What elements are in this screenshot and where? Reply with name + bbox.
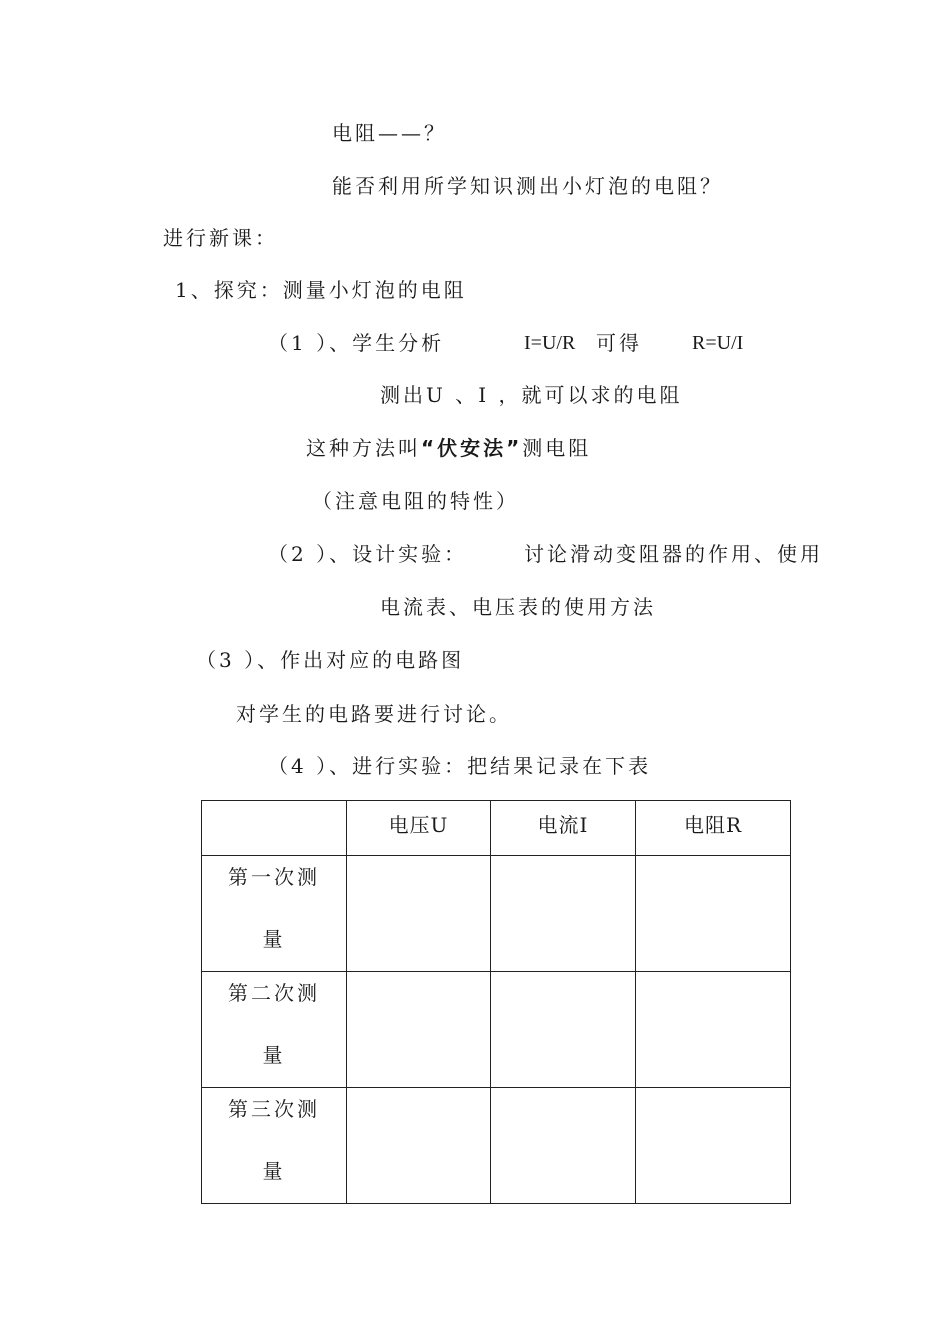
text-line-step3: （3 ）、作出对应的电路图 <box>196 648 465 672</box>
row-label-cell <box>202 1088 347 1204</box>
table-header-cell <box>491 801 636 856</box>
text-line-step2 <box>268 541 823 567</box>
method-voltammetry: “伏安法” <box>421 436 523 460</box>
table-cell-resistance <box>636 1088 791 1204</box>
text-line-lamp-question: 能否利用所学知识测出小灯泡的电阻？ <box>332 174 723 198</box>
header-current: 电流I <box>537 813 589 837</box>
row-label-cell <box>202 856 347 972</box>
row-label-line2: 量 <box>262 1043 286 1067</box>
table-header-cell <box>347 801 491 856</box>
row-label-line1: 第一次测 <box>228 865 320 889</box>
table-header-cell <box>636 801 791 856</box>
step1-conclusion-word: 可得 <box>596 331 642 355</box>
section-heading-new-lesson: 进行新课： <box>163 226 278 250</box>
table-cell-current <box>491 1088 636 1204</box>
table-header-row <box>202 801 791 856</box>
header-resistance: 电阻R <box>683 813 743 837</box>
table-row <box>202 972 791 1088</box>
text-line-method-name <box>306 435 591 461</box>
text-line-step1 <box>268 330 744 356</box>
table-cell-current <box>491 972 636 1088</box>
method-suffix: 测电阻 <box>522 436 592 460</box>
table-cell-current <box>491 856 636 972</box>
row-label-line1: 第二次测 <box>228 981 320 1005</box>
step2-content: 讨论滑动变阻器的作用、使用 <box>524 542 823 566</box>
table-cell-voltage <box>347 1088 491 1204</box>
results-table <box>201 800 791 1204</box>
text-line-note: （注意电阻的特性） <box>312 489 519 513</box>
method-prefix: 这种方法叫 <box>306 436 421 460</box>
table-row <box>202 856 791 972</box>
table-cell-voltage <box>347 856 491 972</box>
table-header-cell <box>202 801 347 856</box>
text-line-step4: （4 ）、进行实验：把结果记录在下表 <box>268 754 652 778</box>
row-label-line2: 量 <box>262 1159 286 1183</box>
text-line-measure-ui: 测出U 、I ，就可以求的电阻 <box>380 383 683 407</box>
table-row <box>202 1088 791 1204</box>
text-line-meter-usage: 电流表、电压表的使用方法 <box>380 595 656 619</box>
table-cell-voltage <box>347 972 491 1088</box>
step2-label: （2 ）、设计实验： <box>268 542 468 566</box>
text-line-explore-heading: 1、探究：测量小灯泡的电阻 <box>175 278 467 302</box>
step1-label: （1 ）、学生分析 <box>268 331 445 355</box>
text-line-discussion: 对学生的电路要进行讨论。 <box>236 702 512 726</box>
table-cell-resistance <box>636 856 791 972</box>
row-label-line1: 第三次测 <box>228 1097 320 1121</box>
header-voltage: 电压U <box>388 813 449 837</box>
text-line-resistance-question: 电阻——？ <box>332 121 447 145</box>
row-label-line2: 量 <box>262 927 286 951</box>
table-cell-resistance <box>636 972 791 1088</box>
formula-resistance: R=U/I <box>692 332 744 354</box>
row-label-cell <box>202 972 347 1088</box>
formula-ohms-law: I=U/R <box>524 332 576 354</box>
